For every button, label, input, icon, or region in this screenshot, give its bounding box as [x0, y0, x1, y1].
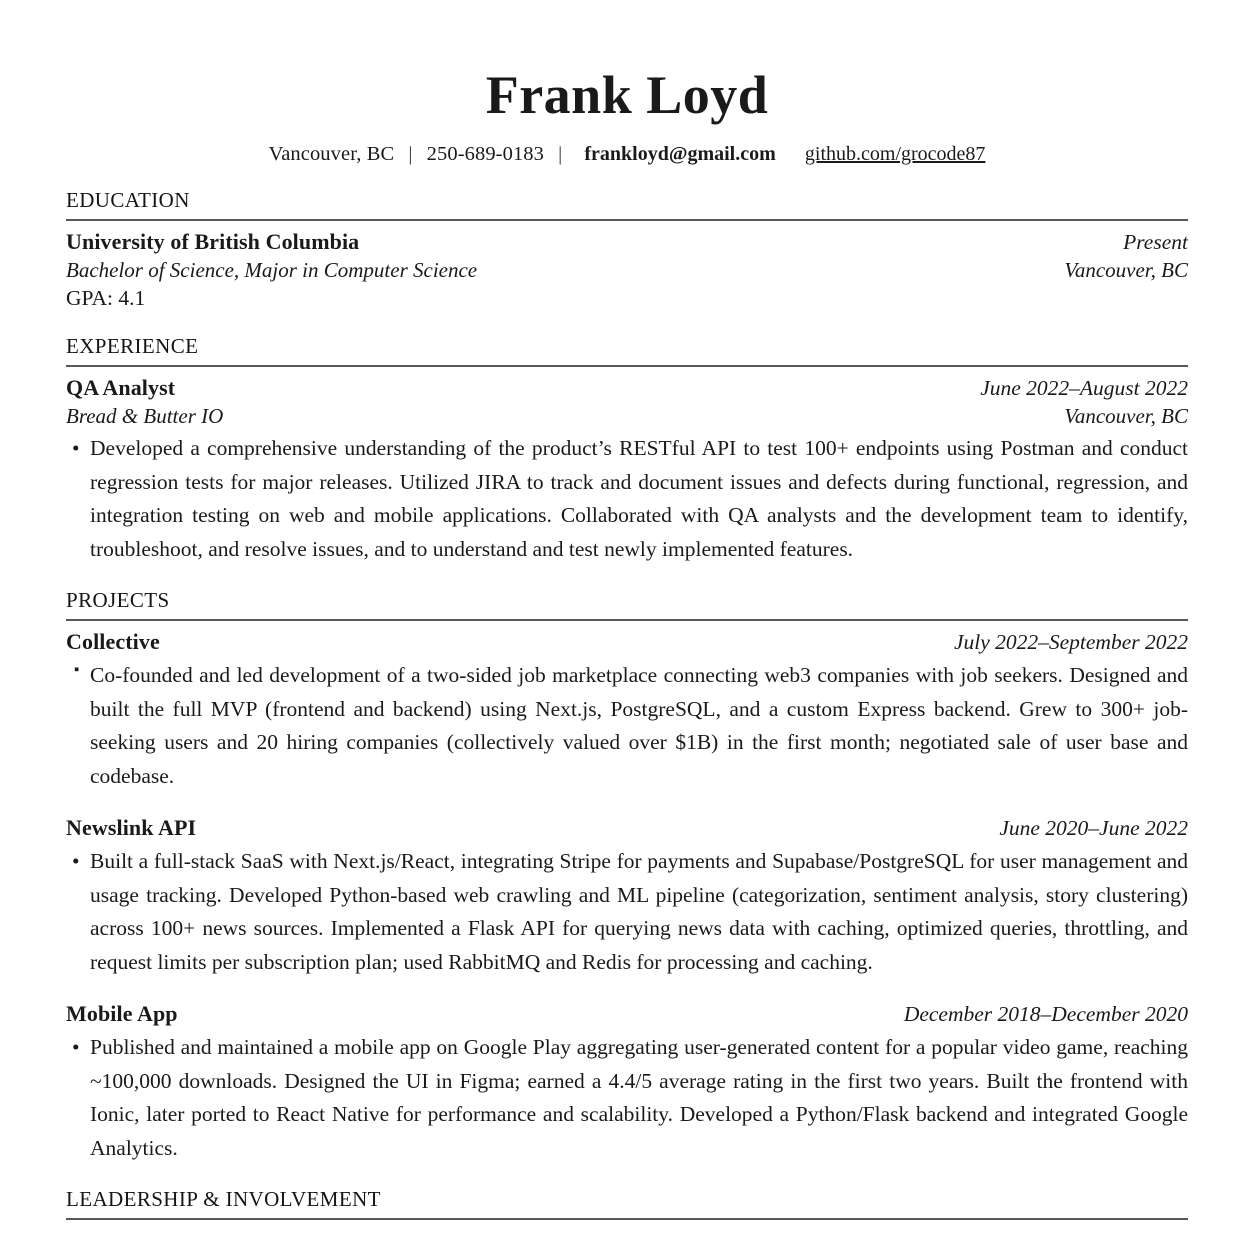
entry-header-row: [66, 628, 1188, 657]
entry-title: Collective: [66, 629, 160, 655]
entry-title: Mobile App: [66, 1000, 178, 1026]
entry-location: Vancouver, BC: [1064, 403, 1188, 428]
section-heading: EDUCATION: [66, 187, 190, 212]
education-entry: [66, 228, 1188, 313]
section-projects: [66, 589, 1188, 1166]
entry-date: July 2022–September 2022: [953, 630, 1188, 655]
bullet-marker: •: [72, 435, 80, 460]
bullet-list: [66, 659, 1188, 794]
contact-line: [66, 142, 1188, 167]
section-education: [66, 189, 1188, 313]
entry-date: June 2020–June 2022: [999, 815, 1188, 840]
bullet-marker: ▪: [74, 661, 80, 678]
bullet-text: Built a full-stack SaaS with Next.js/React, integrating Stripe for payments and Supabase/PostgreSQL for user management and usage tracking. Developed Python-based web crawling and ML pipeline (categorization, sentiment analysis, story clustering) across 100+ news sources. Implemented a Flask API for querying news data with caching, optimized queries, throttling, and request limits per subscription plan; used RabbitMQ and Redis for processing and caching.: [90, 848, 1188, 975]
entry-title: QA Analyst: [66, 374, 176, 400]
experience-entry: [66, 374, 1188, 567]
entry-gpa: GPA: 4.1: [66, 286, 146, 311]
list-item: [66, 432, 1188, 567]
page-title: Frank Loyd: [485, 65, 769, 125]
bullet-text: Developed a comprehensive understanding of the product’s RESTful API to test 100+ endpoints using Postman and conduct regression tests for major releases. Utilized JIRA to track and document issues and defects during functional, regression, and integration testing on web and mobile applications. Collaborated with QA analysts and the development team to identify, troubleshoot, and resolve issues, and to understand and test newly implemented features.: [90, 435, 1188, 562]
entry-header-row: [66, 1000, 1188, 1029]
bullet-marker: •: [72, 1034, 80, 1059]
entry-subheader-row: [66, 257, 1188, 284]
contact-email[interactable]: frankloyd@gmail.com: [584, 143, 776, 166]
bullet-list: [66, 432, 1188, 567]
entry-header-row: [66, 374, 1188, 403]
section-divider: [66, 219, 1188, 221]
bullet-text: Co-founded and led development of a two-sided job marketplace connecting web3 companies with job seekers. Designed and built the full MVP (frontend and backend) using Next.js, PostgreSQL, and a custom Express backend. Grew to 300+ job-seeking users and 20 hiring companies (collectively valued over $1B) in the first month; negotiated sale of user base and codebase.: [90, 662, 1188, 789]
contact-location: Vancouver, BC: [268, 143, 395, 166]
list-item: [66, 659, 1188, 794]
entry-date: December 2018–December 2020: [903, 1001, 1188, 1026]
section-heading: LEADERSHIP & INVOLVEMENT: [66, 1187, 381, 1211]
section-divider: [66, 365, 1188, 367]
project-entry-collective: [66, 628, 1188, 794]
entry-header-row: [66, 228, 1188, 257]
entry-location: Vancouver, BC: [1064, 257, 1188, 282]
section-heading: PROJECTS: [66, 587, 170, 612]
section-leadership-involvement: [66, 1188, 1188, 1227]
bullet-list: [66, 845, 1188, 980]
bullet-text: Published and maintained a mobile app on Google Play aggregating user-generated content for a popular video game, reaching ~100,000 downloads. Designed the UI in Figma; earned a 4.4/5 average rating in the first two years. Built the frontend with Ionic, later ported to React Native for performance and scalability. Developed a Python/Flask backend and integrated Google Analytics.: [90, 1034, 1188, 1161]
contact-phone: 250-689-0183: [426, 143, 545, 166]
contact-separator-1: |: [408, 143, 413, 166]
entry-date: Present: [1123, 230, 1188, 254]
entry-title: Newslink API: [66, 814, 197, 840]
section-experience: [66, 335, 1188, 567]
section-heading: EXPERIENCE: [66, 333, 199, 358]
list-item: [66, 1031, 1188, 1166]
entry-title: University of British Columbia: [66, 229, 360, 254]
section-divider: [66, 619, 1188, 621]
entry-subtitle: Bachelor of Science, Major in Computer Science: [66, 257, 478, 282]
bullet-list: [66, 1031, 1188, 1166]
section-divider: [66, 1218, 1188, 1220]
resume-header: [66, 0, 1188, 167]
entry-subtitle: Bread & Butter IO: [66, 403, 224, 428]
contact-github-link[interactable]: github.com/grocode87: [804, 143, 986, 166]
bullet-marker: •: [72, 848, 80, 873]
list-item: [66, 845, 1188, 980]
entry-subheader-row: [66, 403, 1188, 430]
entry-header-row: [66, 814, 1188, 843]
project-entry-mobile-app: [66, 1000, 1188, 1166]
entry-date: June 2022–August 2022: [980, 375, 1188, 400]
contact-separator-2: |: [558, 143, 563, 166]
project-entry-newslink-api: [66, 814, 1188, 980]
